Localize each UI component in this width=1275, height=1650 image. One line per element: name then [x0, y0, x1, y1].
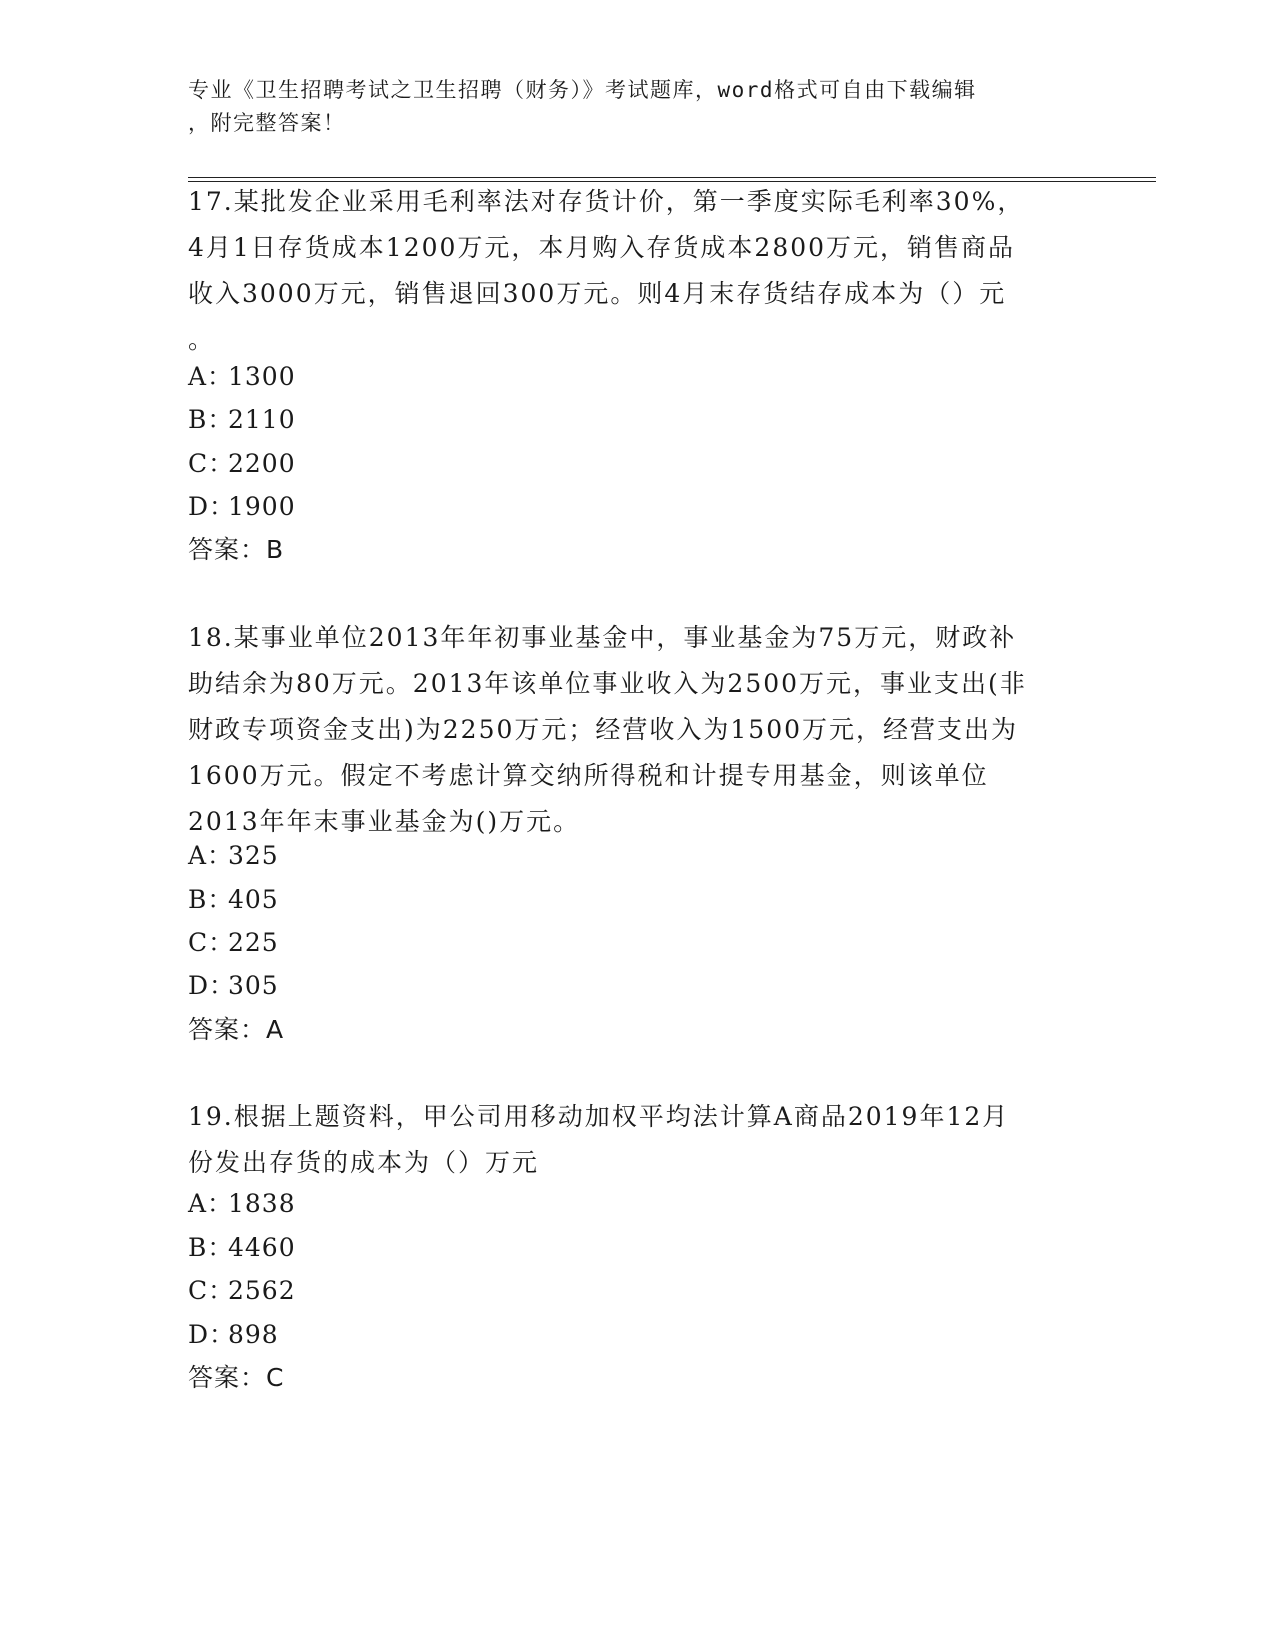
- question-17-option-b: [188, 397, 296, 443]
- question-19-option-b: [188, 1225, 296, 1271]
- option-value: 1900: [228, 492, 296, 521]
- header-line-2: ，附完整答案！: [188, 111, 346, 135]
- question-17-option-c: [188, 441, 296, 487]
- question-19-option-d: [188, 1312, 279, 1358]
- option-value: 898: [228, 1320, 279, 1349]
- question-18-option-a: [188, 833, 279, 879]
- header-line-1: 专业《卫生招聘考试之卫生招聘（财务）》考试题库，word格式可自由下载编辑: [188, 78, 977, 102]
- question-17-option-a: [188, 354, 296, 400]
- question-18-option-c: [188, 920, 279, 966]
- question-19-option-a: [188, 1181, 296, 1227]
- question-18-text: 18.某事业单位2013年年初事业基金中，事业基金为75万元，财政补 助结余为80万元。2013年该单位事业收入为2500万元，事业支出(非 财政专项资金支出)为2250万元；经营收入为1500万元，经营支出为 1600万元。假定不考虑计算交纳所得税和计提专用基金，则该单位 2013年年末事业基金为()万元。: [188, 623, 1027, 836]
- question-18-option-b: [188, 877, 279, 923]
- document-header: [188, 74, 1068, 140]
- option-value: 325: [228, 841, 279, 870]
- option-value: 1300: [228, 362, 296, 391]
- option-label: C：: [188, 928, 235, 957]
- option-label: A：: [188, 1189, 234, 1218]
- option-value: 225: [228, 928, 279, 957]
- option-label: D：: [188, 1320, 236, 1349]
- question-17-text: 17.某批发企业采用毛利率法对存货计价，第一季度实际毛利率30%， 4月1日存货成本1200万元，本月购入存货成本2800万元，销售商品 收入3000万元，销售退回300万元。则4月末存货结存成本为（）元 。: [188, 187, 1025, 354]
- option-label: D：: [188, 492, 236, 521]
- option-label: B：: [188, 405, 234, 434]
- option-value: 4460: [228, 1233, 296, 1262]
- question-19-answer: 答案：C: [188, 1363, 285, 1392]
- option-label: C：: [188, 449, 235, 478]
- option-value: 405: [228, 885, 279, 914]
- option-label: A：: [188, 841, 234, 870]
- option-value: 2200: [228, 449, 296, 478]
- question-19-option-c: [188, 1268, 296, 1314]
- option-value: 1838: [228, 1189, 296, 1218]
- question-17-option-d: [188, 484, 296, 530]
- header-divider-top: [188, 177, 1156, 178]
- question-17-answer: 答案：B: [188, 535, 285, 564]
- option-value: 2110: [228, 405, 296, 434]
- question-18-answer: 答案：A: [188, 1015, 285, 1044]
- option-label: A：: [188, 362, 234, 391]
- question-19-text: 19.根据上题资料，甲公司用移动加权平均法计算A商品2019年12月 份发出存货的成本为（）万元: [188, 1102, 1010, 1177]
- option-label: B：: [188, 1233, 234, 1262]
- option-value: 305: [228, 971, 279, 1000]
- option-value: 2562: [228, 1276, 296, 1305]
- option-label: C：: [188, 1276, 235, 1305]
- option-label: B：: [188, 885, 234, 914]
- option-label: D：: [188, 971, 236, 1000]
- question-18-option-d: [188, 963, 279, 1009]
